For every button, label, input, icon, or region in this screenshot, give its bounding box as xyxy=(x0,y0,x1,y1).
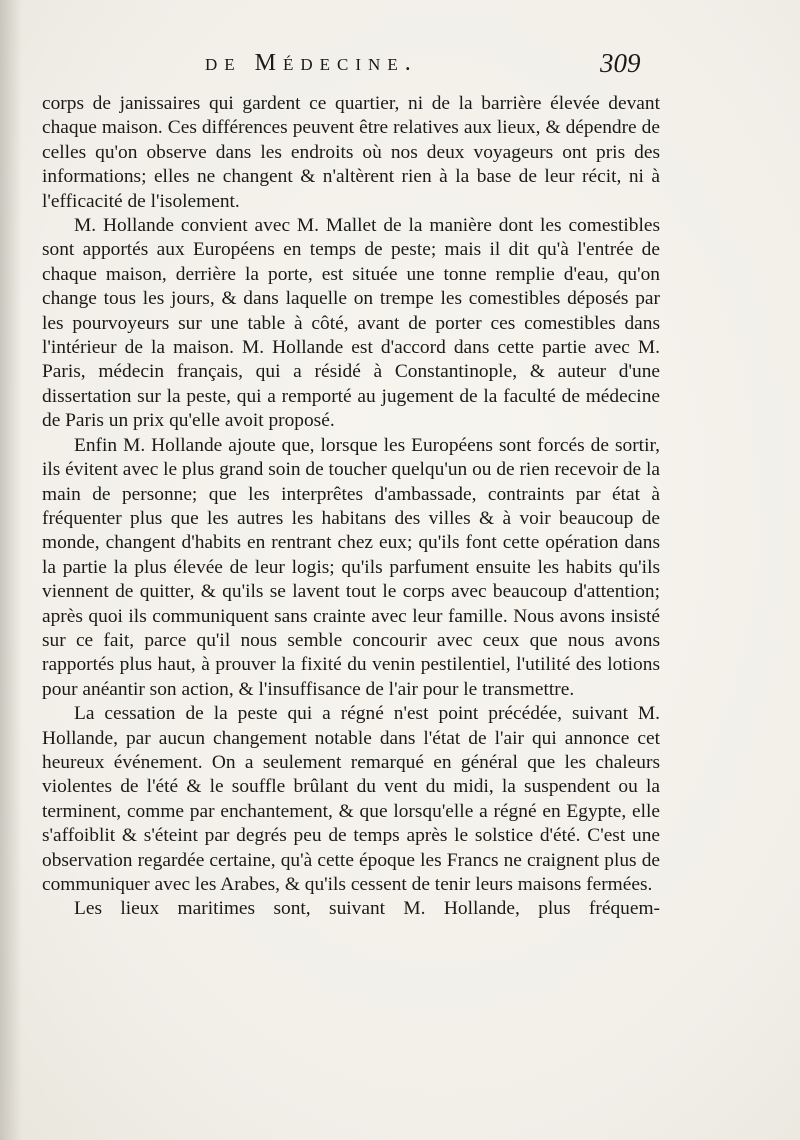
body-text xyxy=(42,92,660,922)
running-title: de Médecine. xyxy=(205,50,418,76)
paragraph: Enfin M. Hollande ajoute que, lorsque les Européens sont forcés de sortir, ils évitent avec le plus grand soin de toucher quelqu'un ou de rien recevoir de la main de personne; que les interprêtes d'ambassade, contraints par état à fréquenter plus que les autres les habitans des villes & à voir beaucoup de monde, changent d'habits en rentrant chez eux; qu'ils font cette opération dans la partie la plus élevée de leur logis; qu'ils parfument ensuite les habits qu'ils viennent de quitter, & qu'ils se lavent tout le corps avec beaucoup d'attention; après quoi ils communiquent sans crainte avec leur famille. Nous avons insisté sur ce fait, parce qu'il nous semble concourir avec ceux que nous avons rapportés plus haut, à prouver la fixité du venin pestilentiel, l'utilité des lotions pour anéantir son action, & l'insuffisance de l'air pour le transmettre. xyxy=(42,434,660,700)
paragraph: Les lieux maritimes sont, suivant M. Hollande, plus fréquem- xyxy=(74,898,660,920)
page-number: 309 xyxy=(600,48,641,78)
running-head xyxy=(0,50,800,86)
binding-shadow xyxy=(0,0,22,1140)
paragraph: La cessation de la peste qui a régné n'est point précédée, suivant M. Hollande, par aucun changement notable dans l'état de l'air qui annonce cet heureux événement. On a seulement remarqué en général que les chaleurs violentes de l'été & le souffle brûlant du vent du midi, la suspendent ou la terminent, comme par enchantement, & que lorsqu'elle a régné en Egypte, elle s'affoiblit & s'éteint par degrés peu de temps après le solstice d'été. C'est une observation regardée certaine, qu'à cette époque les Francs ne craignent plus de communiquer avec les Arabes, & qu'ils cessent de tenir leurs maisons fermées. xyxy=(42,703,660,895)
paragraph: corps de janissaires qui gardent ce quartier, ni de la barrière élevée devant chaque maison. Ces différences peuvent être relatives aux lieux, & dépendre de celles qu'on observe dans les endroits où nos deux voyageurs ont pris des informations; elles ne changent & n'altèrent rien à la base de leur récit, ni à l'efficacité de l'isolement. xyxy=(42,93,660,212)
paragraph: M. Hollande convient avec M. Mallet de la manière dont les comestibles sont apportés aux Européens en temps de peste; mais il dit qu'à l'entrée de chaque maison, derrière la porte, est située une tonne remplie d'eau, qu'on change tous les jours, & dans laquelle on trempe les comestibles déposés par les pourvoyeurs sur une table à côté, avant de porter ces comestibles dans l'intérieur de la maison. M. Hollande est d'accord dans cette partie avec M. Paris, médecin français, qui a résidé à Constantinople, & auteur d'une dissertation sur la peste, qui a remporté au jugement de la faculté de médecine de Paris un prix qu'elle avoit proposé. xyxy=(42,215,660,432)
